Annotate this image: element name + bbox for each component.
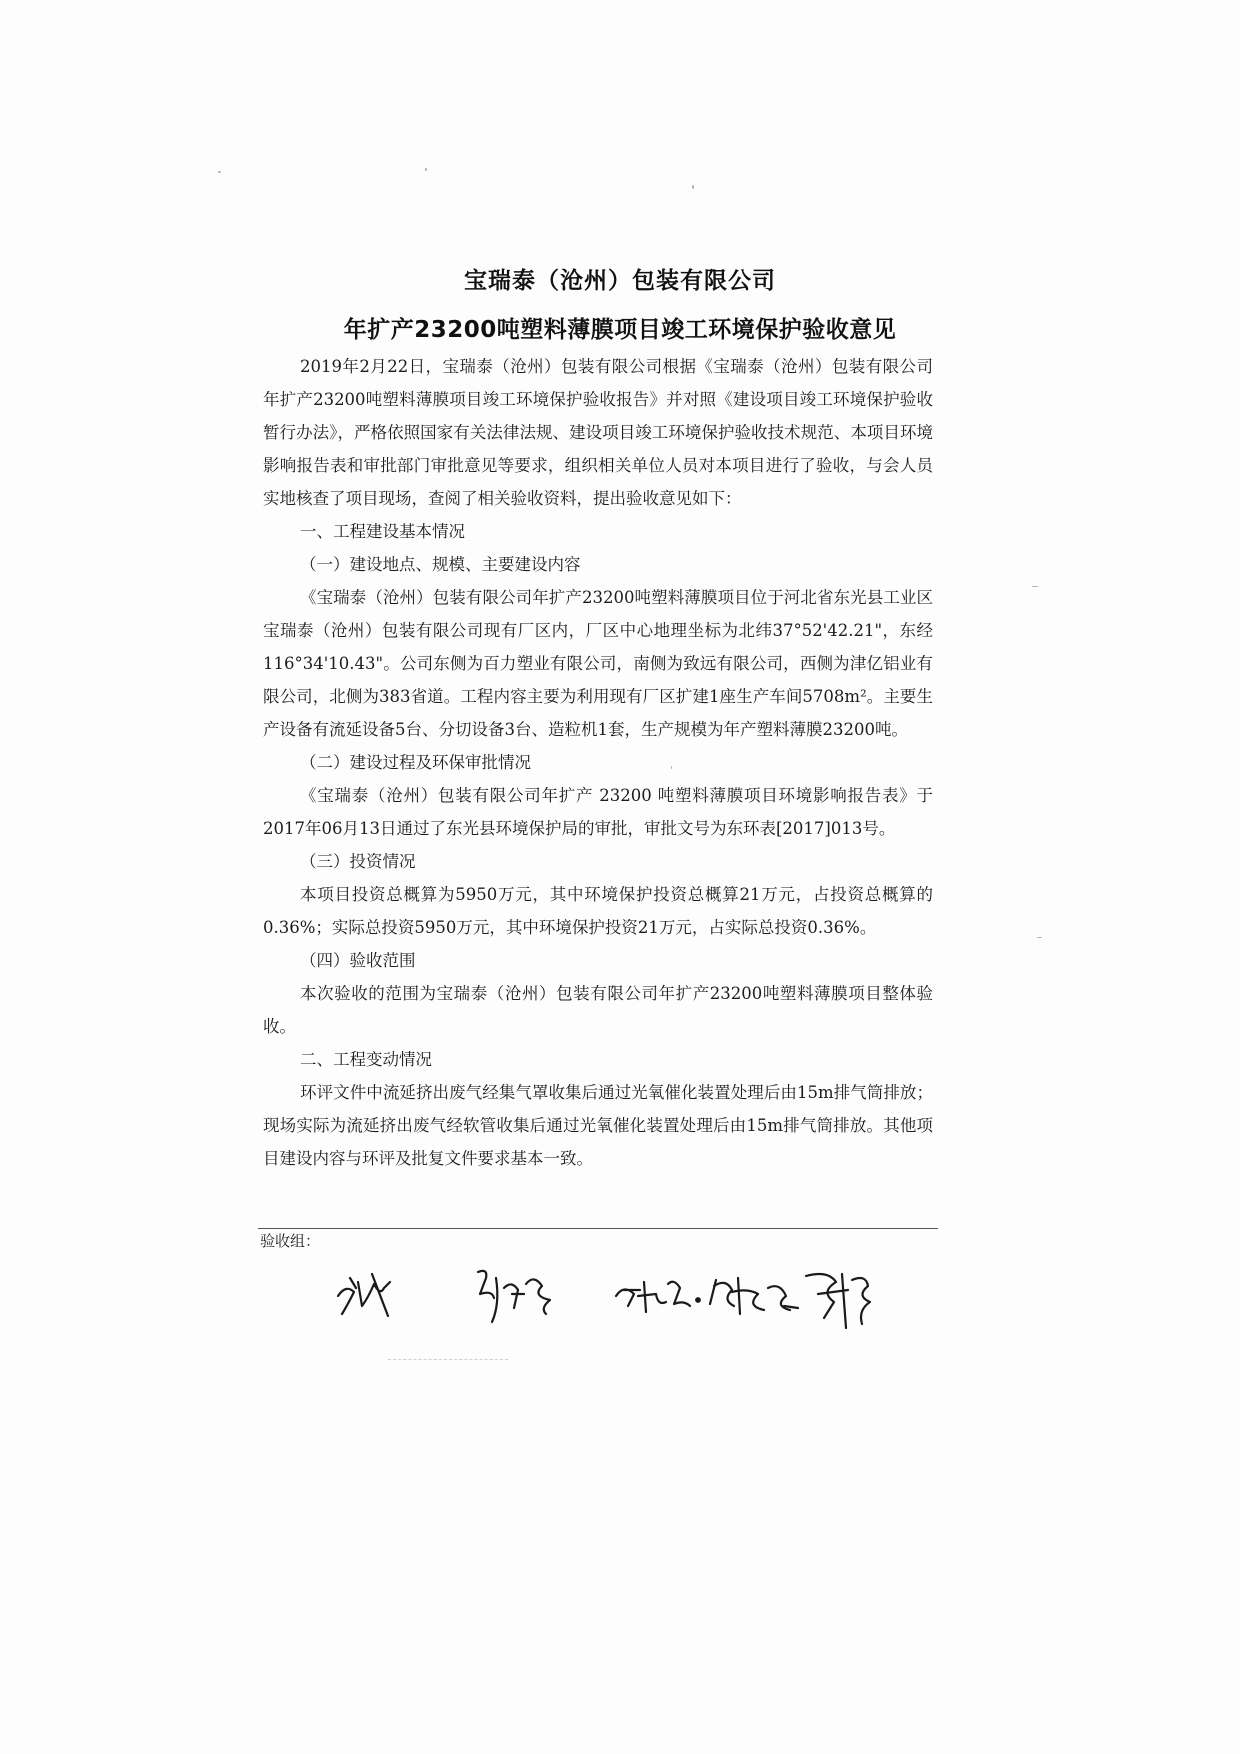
section2-heading: 二、工程变动情况 bbox=[300, 1050, 432, 1069]
signature-area bbox=[258, 1224, 938, 1334]
signature-4 bbox=[710, 1278, 798, 1314]
signature-2 bbox=[478, 1271, 550, 1322]
section1-sub1-heading: （一）建设地点、规模、主要建设内容 bbox=[300, 555, 581, 574]
section1-heading: 一、工程建设基本情况 bbox=[300, 522, 465, 541]
signature-label: 验收组： bbox=[260, 1232, 321, 1250]
document-title: 宝瑞泰（沧州）包装有限公司 bbox=[464, 268, 776, 294]
section1-sub4-heading: （四）验收范围 bbox=[300, 951, 416, 970]
scan-mark bbox=[388, 1359, 508, 1360]
document-body bbox=[263, 350, 933, 1175]
section1-sub2-text: 《宝瑞泰（沧州）包装有限公司年扩产 23200 吨塑料薄膜项目环境影响报告表》于2017年06月13日通过了东光县环境保护局的审批，审批文号为东环表[2017]013号。 bbox=[263, 786, 933, 838]
section1-sub2-heading: （二）建设过程及环保审批情况 bbox=[300, 753, 531, 772]
section1-sub4-text: 本次验收的范围为宝瑞泰（沧州）包装有限公司年扩产23200吨塑料薄膜项目整体验收。 bbox=[263, 984, 933, 1036]
document-subtitle: 年扩产23200吨塑料薄膜项目竣工环境保护验收意见 bbox=[343, 317, 897, 343]
section2-text: 环评文件中流延挤出废气经集气罩收集后通过光氧催化装置处理后由15m排气筒排放；现场实际为流延挤出废气经软管收集后通过光氧催化装置处理后由15m排气筒排放。其他项目建设内容与环评及批复文件要求基本一致。 bbox=[263, 1083, 933, 1168]
section1-sub1-text: 《宝瑞泰（沧州）包装有限公司年扩产23200吨塑料薄膜项目位于河北省东光县工业区宝瑞泰（沧州）包装有限公司现有厂区内，厂区中心地理坐标为北纬37°52'42.21"，东经116°34'10.43"。公司东侧为百力塑业有限公司，南侧为致远有限公司，西侧为津亿铝业有限公司，北侧为383省道。工程内容主要为利用现有厂区扩建1座生产车间5708m²。主要生产设备有流延设备5台、分切设备3台、造粒机1套，生产规模为年产塑料薄膜23200吨。 bbox=[263, 588, 933, 739]
signature-3 bbox=[616, 1282, 700, 1312]
intro-paragraph: 2019年2月22日，宝瑞泰（沧州）包装有限公司根据《宝瑞泰（沧州）包装有限公司年扩产23200吨塑料薄膜项目竣工环境保护验收报告》并对照《建设项目竣工环境保护验收暂行办法》，严格依照国家有关法律法规、建设项目竣工环境保护验收技术规范、本项目环境影响报告表和审批部门审批意见等要求，组织相关单位人员对本项目进行了验收，与会人员实地核查了项目现场，查阅了相关验收资料，提出验收意见如下： bbox=[263, 357, 933, 508]
section1-sub3-heading: （三）投资情况 bbox=[300, 852, 416, 871]
section1-sub3-text: 本项目投资总概算为5950万元，其中环境保护投资总概算21万元，占投资总概算的0.36%；实际总投资5950万元，其中环境保护投资21万元，占实际总投资0.36%。 bbox=[263, 885, 933, 937]
signature-5 bbox=[806, 1274, 870, 1328]
signature-1 bbox=[338, 1274, 390, 1316]
signature-rule bbox=[258, 1228, 938, 1229]
handwritten-signatures bbox=[328, 1244, 928, 1334]
